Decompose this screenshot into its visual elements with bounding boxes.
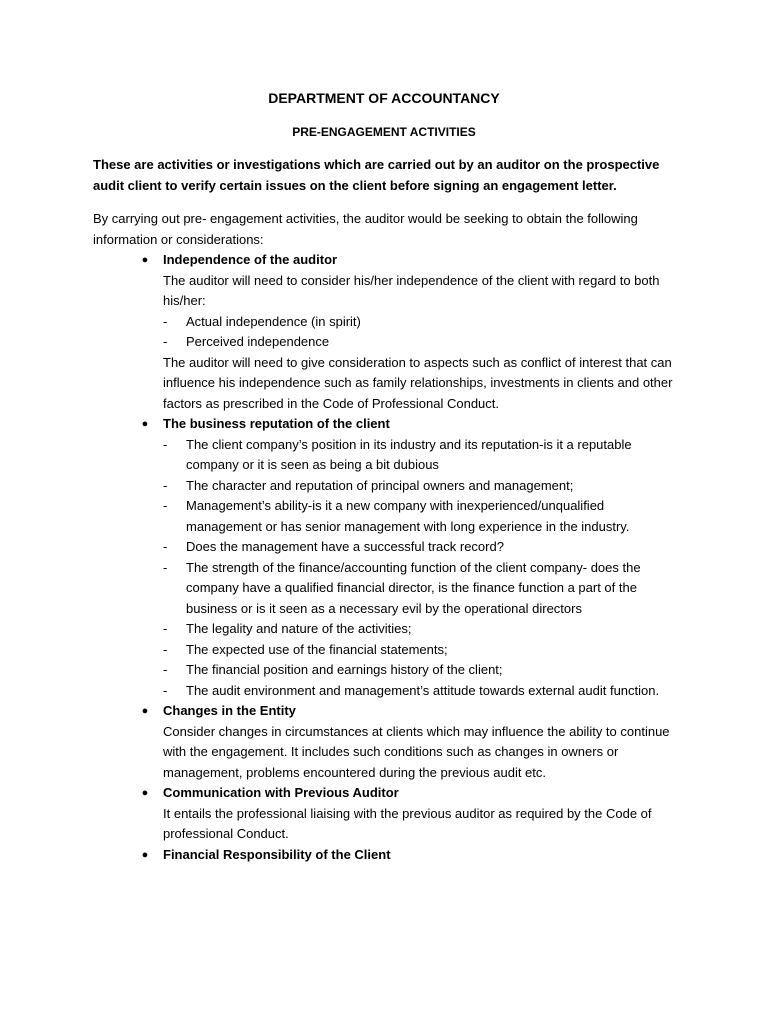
sub-list-item — [163, 640, 683, 661]
section-text: It entails the professional liaising with the previous auditor as required by the Code of professional Conduct. — [163, 805, 652, 841]
sub-list-item-text: Does the management have a successful track record? — [186, 539, 504, 554]
section-text: Consider changes in circumstances at clients which may influence the ability to continue with the engagement. It includes such conditions such as changes in owners or management, problems encountered during the previous audit etc. — [163, 723, 670, 780]
considerations-list — [93, 250, 683, 865]
sub-list-item-text: The legality and nature of the activities; — [186, 621, 412, 636]
sub-list-item — [163, 681, 683, 702]
intro-paragraph: These are activities or investigations which are carried out by an auditor on the prospective audit client to verify certain issues on the client before signing an engagement letter. — [93, 157, 660, 193]
sub-list-item — [163, 660, 683, 681]
section-heading: Changes in the Entity — [163, 703, 296, 718]
bullet-icon: ● — [141, 254, 149, 266]
sub-list-item-text: Perceived independence — [186, 334, 330, 349]
sub-list-item-text: The character and reputation of principal owners and management; — [186, 477, 574, 493]
dash-icon: - — [163, 621, 168, 636]
sub-list-item — [163, 558, 683, 620]
document-subtitle: PRE-ENGAGEMENT ACTIVITIES — [292, 125, 476, 139]
sub-list-item-text: The financial position and earnings history of the client; — [186, 662, 503, 677]
dash-icon: - — [163, 313, 168, 329]
consideration-previous-auditor — [141, 783, 683, 845]
dash-icon: - — [163, 334, 168, 349]
sub-list-item-text: Management’s ability-is it a new company with inexperienced/unqualified management or has senior management with long experience in the industry. — [186, 498, 630, 534]
sub-list-item — [163, 435, 683, 476]
sub-list-item — [163, 332, 683, 353]
consideration-financial-responsibility — [141, 845, 683, 866]
consideration-independence — [141, 250, 683, 414]
sub-list-item-text: Actual independence (in spirit) — [186, 313, 361, 329]
bullet-icon: ● — [141, 787, 149, 799]
bullet-icon: ● — [141, 705, 149, 717]
sub-list-item — [163, 537, 683, 558]
lead-paragraph: By carrying out pre- engagement activities, the auditor would be seeking to obtain the following information or considerations: — [93, 211, 638, 247]
dash-icon: - — [163, 436, 168, 452]
sub-list-item — [163, 312, 683, 333]
sub-list-item — [163, 476, 683, 497]
document-body — [93, 155, 683, 865]
dash-icon: - — [163, 498, 168, 513]
sub-list-item — [163, 496, 683, 537]
sub-list-item-text: The expected use of the financial statements; — [186, 641, 448, 657]
section-text: The auditor will need to consider his/her independence of the client with regard to both his/her: — [163, 272, 660, 308]
section-text-after: The auditor will need to give consideration to aspects such as conflict of interest that can influence his independence such as family relationships, investments in clients and other factors as prescribed in the Code of Professional Conduct. — [163, 354, 673, 411]
dash-icon: - — [163, 539, 168, 554]
dash-icon: - — [163, 477, 168, 493]
consideration-business-reputation — [141, 414, 683, 701]
section-heading: The business reputation of the client — [163, 416, 390, 431]
sub-list-item-text: The strength of the finance/accounting function of the client company- does the company have a qualified financial director, is the finance function a part of the business or is it seen as a necessary evil by the operational directors — [186, 559, 641, 616]
dash-icon: - — [163, 662, 168, 677]
dash-icon: - — [163, 559, 168, 575]
sub-list-item-text: The client company’s position in its industry and its reputation-is it a reputable company or it is seen as being a bit dubious — [186, 436, 632, 472]
consideration-changes-in-entity — [141, 701, 683, 783]
sub-list-item — [163, 619, 683, 640]
section-heading: Independence of the auditor — [163, 252, 338, 267]
dash-icon: - — [163, 641, 168, 657]
sub-list-item-text: The audit environment and management’s attitude towards external audit function. — [186, 682, 660, 698]
dash-icon: - — [163, 682, 168, 698]
bullet-icon: ● — [141, 848, 149, 861]
section-heading: Communication with Previous Auditor — [163, 785, 399, 800]
sub-list — [163, 312, 683, 353]
bullet-icon: ● — [141, 418, 149, 430]
document-title: DEPARTMENT OF ACCOUNTANCY — [268, 90, 500, 106]
section-heading: Financial Responsibility of the Client — [163, 846, 391, 862]
sub-list — [163, 435, 683, 702]
